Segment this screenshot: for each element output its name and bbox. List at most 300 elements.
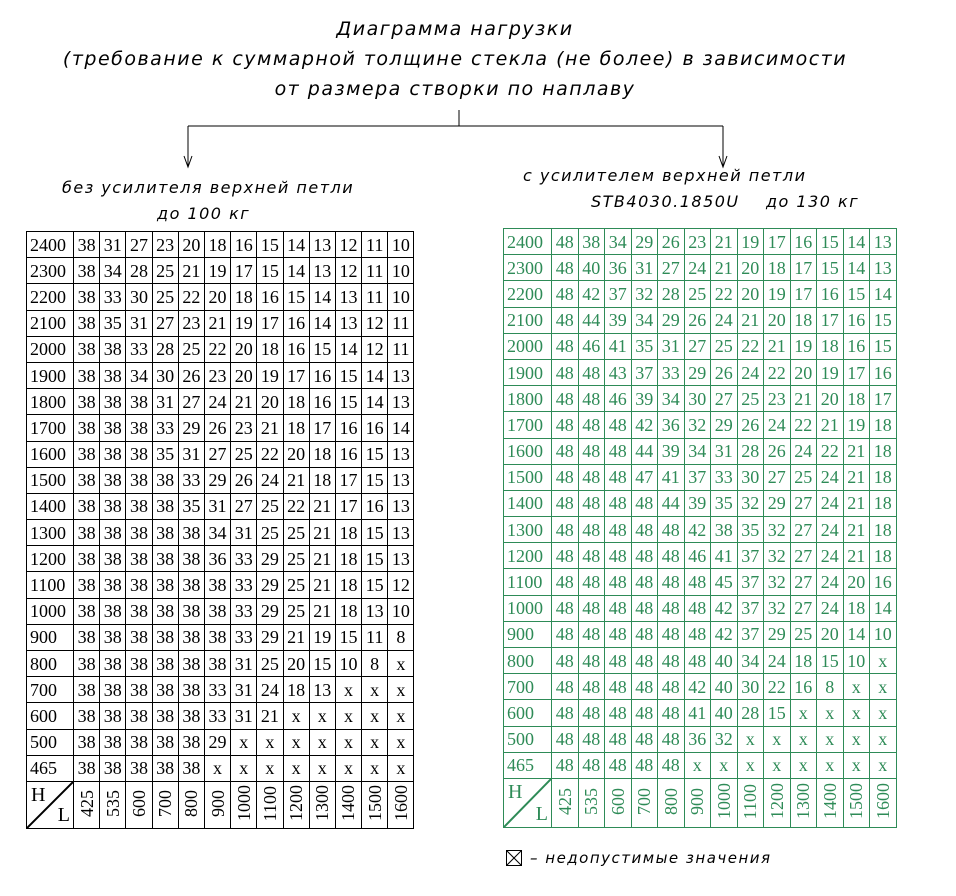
row-height-label: 700 bbox=[504, 674, 552, 700]
cell-value: 27 bbox=[231, 493, 257, 519]
cell-value: 48 bbox=[552, 438, 579, 464]
cell-invalid: x bbox=[817, 726, 844, 752]
cell-invalid: x bbox=[335, 729, 361, 755]
cell-value: 13 bbox=[388, 467, 414, 493]
cell-value: 32 bbox=[764, 517, 791, 543]
cell-value: 28 bbox=[126, 258, 152, 284]
cell-value: 48 bbox=[578, 621, 605, 647]
row-height-label: 1600 bbox=[27, 441, 74, 467]
cell-value: 18 bbox=[335, 598, 361, 624]
cell-value: 38 bbox=[100, 493, 126, 519]
column-width-text: 425 bbox=[76, 789, 97, 817]
cell-value: 20 bbox=[204, 284, 230, 310]
cell-value: 48 bbox=[552, 621, 579, 647]
row-height-label: 465 bbox=[27, 755, 74, 781]
cell-value: 38 bbox=[100, 677, 126, 703]
cell-value: 48 bbox=[552, 674, 579, 700]
column-width-text: 535 bbox=[102, 789, 123, 817]
cell-value: 26 bbox=[178, 362, 204, 388]
legend-crossed-box-icon bbox=[506, 850, 522, 866]
cell-value: 29 bbox=[257, 624, 283, 650]
column-width-text: 700 bbox=[155, 789, 176, 817]
cell-value: 48 bbox=[658, 595, 685, 621]
cell-invalid: x bbox=[309, 755, 335, 781]
cell-value: 14 bbox=[870, 595, 897, 621]
legend-text: – недопустимые значения bbox=[530, 849, 772, 867]
cell-value: 38 bbox=[126, 729, 152, 755]
cell-value: 48 bbox=[552, 464, 579, 490]
table-row bbox=[27, 520, 414, 546]
cell-value: 16 bbox=[843, 307, 870, 333]
cell-value: 15 bbox=[257, 258, 283, 284]
cell-value: 24 bbox=[817, 569, 844, 595]
column-width-text: 900 bbox=[687, 787, 708, 815]
table-row bbox=[504, 648, 897, 674]
diagram-subtitle-line1: (требование к суммарной толщине стекла (не более) в зависимости bbox=[62, 48, 848, 70]
cell-value: 20 bbox=[737, 281, 764, 307]
table-row bbox=[27, 677, 414, 703]
row-height-label: 2000 bbox=[27, 336, 74, 362]
cell-invalid: x bbox=[335, 755, 361, 781]
cell-value: 16 bbox=[257, 284, 283, 310]
cell-invalid: x bbox=[388, 677, 414, 703]
cell-value: 31 bbox=[631, 255, 658, 281]
cell-value: 29 bbox=[631, 229, 658, 255]
column-width-label bbox=[843, 778, 870, 827]
cell-value: 38 bbox=[126, 703, 152, 729]
table-row bbox=[504, 700, 897, 726]
cell-value: 29 bbox=[204, 729, 230, 755]
cell-value: 38 bbox=[178, 546, 204, 572]
cell-value: 26 bbox=[658, 229, 685, 255]
table-row bbox=[504, 229, 897, 255]
row-height-label: 2400 bbox=[504, 229, 552, 255]
cell-value: 18 bbox=[204, 232, 230, 258]
table-row bbox=[504, 464, 897, 490]
cell-value: 18 bbox=[309, 467, 335, 493]
cell-value: 23 bbox=[152, 232, 178, 258]
cell-value: 41 bbox=[605, 333, 632, 359]
cell-value: 38 bbox=[74, 572, 100, 598]
column-width-text: 425 bbox=[554, 787, 575, 815]
table-row bbox=[27, 310, 414, 336]
cell-value: 11 bbox=[362, 624, 388, 650]
cell-value: 28 bbox=[737, 700, 764, 726]
cell-invalid: x bbox=[309, 703, 335, 729]
cell-value: 46 bbox=[578, 333, 605, 359]
cell-value: 48 bbox=[658, 543, 685, 569]
cell-value: 47 bbox=[631, 464, 658, 490]
cell-value: 48 bbox=[578, 412, 605, 438]
cell-value: 17 bbox=[764, 229, 791, 255]
cell-value: 10 bbox=[335, 651, 361, 677]
cell-value: 11 bbox=[388, 310, 414, 336]
cell-value: 48 bbox=[658, 517, 685, 543]
cell-value: 38 bbox=[74, 520, 100, 546]
cell-value: 25 bbox=[283, 546, 309, 572]
cell-value: 38 bbox=[74, 598, 100, 624]
cell-value: 24 bbox=[817, 543, 844, 569]
cell-invalid: x bbox=[388, 755, 414, 781]
row-height-label: 2200 bbox=[504, 281, 552, 307]
cell-value: 48 bbox=[552, 726, 579, 752]
cell-value: 33 bbox=[204, 677, 230, 703]
column-width-text: 1400 bbox=[819, 783, 840, 820]
cell-value: 35 bbox=[711, 490, 738, 516]
row-height-label: 1200 bbox=[27, 546, 74, 572]
cell-value: 17 bbox=[335, 467, 361, 493]
column-width-label bbox=[178, 781, 204, 828]
cell-value: 19 bbox=[790, 333, 817, 359]
column-width-text: 1400 bbox=[338, 785, 359, 822]
column-width-label bbox=[684, 778, 711, 827]
cell-value: 48 bbox=[631, 543, 658, 569]
table-row bbox=[504, 255, 897, 281]
cell-value: 48 bbox=[552, 543, 579, 569]
cell-value: 29 bbox=[658, 307, 685, 333]
column-width-label bbox=[817, 778, 844, 827]
column-width-label bbox=[231, 781, 257, 828]
cell-invalid: x bbox=[870, 674, 897, 700]
cell-value: 24 bbox=[737, 359, 764, 385]
row-height-label: 1200 bbox=[504, 543, 552, 569]
cell-value: 23 bbox=[684, 229, 711, 255]
diagram-title: Диаграмма нагрузки bbox=[336, 18, 574, 40]
table-row bbox=[27, 467, 414, 493]
column-width-label bbox=[257, 781, 283, 828]
row-height-label: 2400 bbox=[27, 232, 74, 258]
cell-value: 29 bbox=[764, 621, 791, 647]
cell-value: 37 bbox=[684, 464, 711, 490]
table-row bbox=[504, 307, 897, 333]
cell-value: 12 bbox=[362, 310, 388, 336]
cell-value: 16 bbox=[817, 281, 844, 307]
cell-value: 33 bbox=[178, 467, 204, 493]
cell-value: 21 bbox=[790, 386, 817, 412]
cell-value: 35 bbox=[737, 517, 764, 543]
cell-value: 29 bbox=[257, 546, 283, 572]
cell-value: 21 bbox=[309, 598, 335, 624]
cell-value: 16 bbox=[870, 569, 897, 595]
cell-invalid: x bbox=[362, 755, 388, 781]
column-width-label bbox=[283, 781, 309, 828]
cell-value: 12 bbox=[388, 572, 414, 598]
cell-value: 21 bbox=[737, 307, 764, 333]
cell-value: 15 bbox=[362, 467, 388, 493]
cell-value: 30 bbox=[684, 386, 711, 412]
cell-invalid: x bbox=[335, 677, 361, 703]
cell-value: 37 bbox=[737, 621, 764, 647]
cell-value: 22 bbox=[283, 493, 309, 519]
cell-value: 16 bbox=[790, 674, 817, 700]
cell-value: 17 bbox=[870, 386, 897, 412]
cell-value: 29 bbox=[711, 412, 738, 438]
cell-value: 21 bbox=[843, 438, 870, 464]
cell-value: 17 bbox=[257, 310, 283, 336]
cell-value: 27 bbox=[204, 441, 230, 467]
cell-value: 48 bbox=[631, 490, 658, 516]
cell-value: 48 bbox=[578, 595, 605, 621]
row-height-label: 1300 bbox=[27, 520, 74, 546]
row-height-label: 2100 bbox=[504, 307, 552, 333]
cell-value: 27 bbox=[178, 389, 204, 415]
cell-value: 14 bbox=[843, 229, 870, 255]
cell-value: 38 bbox=[178, 572, 204, 598]
cell-value: 48 bbox=[605, 648, 632, 674]
cell-value: 38 bbox=[74, 415, 100, 441]
cell-value: 48 bbox=[578, 543, 605, 569]
cell-value: 44 bbox=[578, 307, 605, 333]
cell-value: 13 bbox=[309, 258, 335, 284]
cell-value: 27 bbox=[152, 310, 178, 336]
cell-value: 18 bbox=[870, 464, 897, 490]
table-row bbox=[504, 281, 897, 307]
cell-invalid: x bbox=[283, 703, 309, 729]
cell-value: 48 bbox=[631, 674, 658, 700]
cell-value: 17 bbox=[843, 359, 870, 385]
cell-value: 13 bbox=[388, 441, 414, 467]
cell-value: 38 bbox=[100, 467, 126, 493]
cell-value: 38 bbox=[178, 729, 204, 755]
cell-value: 8 bbox=[362, 651, 388, 677]
cell-value: 42 bbox=[631, 412, 658, 438]
cell-value: 48 bbox=[631, 648, 658, 674]
cell-value: 22 bbox=[204, 336, 230, 362]
cell-value: 39 bbox=[658, 438, 685, 464]
cell-value: 25 bbox=[257, 520, 283, 546]
row-height-label: 900 bbox=[27, 624, 74, 650]
cell-value: 15 bbox=[335, 362, 361, 388]
cell-value: 48 bbox=[658, 752, 685, 778]
cell-value: 15 bbox=[870, 307, 897, 333]
cell-value: 16 bbox=[309, 389, 335, 415]
cell-value: 48 bbox=[578, 674, 605, 700]
column-width-label bbox=[711, 778, 738, 827]
table-row bbox=[504, 726, 897, 752]
cell-value: 31 bbox=[204, 493, 230, 519]
cell-value: 37 bbox=[737, 543, 764, 569]
cell-value: 24 bbox=[764, 412, 791, 438]
cell-value: 31 bbox=[231, 520, 257, 546]
cell-invalid: x bbox=[843, 726, 870, 752]
cell-value: 35 bbox=[152, 441, 178, 467]
cell-value: 10 bbox=[843, 648, 870, 674]
cell-invalid: x bbox=[204, 755, 230, 781]
cell-value: 19 bbox=[257, 362, 283, 388]
cell-value: 34 bbox=[631, 307, 658, 333]
cell-value: 44 bbox=[631, 438, 658, 464]
cell-value: 34 bbox=[126, 362, 152, 388]
row-height-label: 800 bbox=[504, 648, 552, 674]
column-width-text: 1200 bbox=[286, 785, 307, 822]
cell-value: 26 bbox=[711, 359, 738, 385]
cell-value: 15 bbox=[764, 700, 791, 726]
cell-value: 12 bbox=[362, 336, 388, 362]
cell-value: 15 bbox=[870, 333, 897, 359]
cell-value: 29 bbox=[257, 598, 283, 624]
cell-value: 38 bbox=[126, 598, 152, 624]
cell-value: 25 bbox=[152, 284, 178, 310]
cell-value: 48 bbox=[552, 595, 579, 621]
column-width-text: 1100 bbox=[740, 783, 761, 820]
cell-invalid: x bbox=[684, 752, 711, 778]
cell-value: 21 bbox=[309, 546, 335, 572]
cell-value: 15 bbox=[257, 232, 283, 258]
cell-value: 27 bbox=[790, 543, 817, 569]
cell-value: 36 bbox=[684, 726, 711, 752]
cell-value: 38 bbox=[74, 232, 100, 258]
cell-invalid: x bbox=[870, 700, 897, 726]
cell-value: 48 bbox=[578, 490, 605, 516]
cell-value: 33 bbox=[204, 703, 230, 729]
cell-value: 24 bbox=[817, 595, 844, 621]
cell-value: 38 bbox=[74, 546, 100, 572]
cell-value: 48 bbox=[552, 359, 579, 385]
table-row bbox=[504, 386, 897, 412]
cell-value: 26 bbox=[684, 307, 711, 333]
row-height-label: 2100 bbox=[27, 310, 74, 336]
cell-value: 15 bbox=[335, 389, 361, 415]
row-height-label: 465 bbox=[504, 752, 552, 778]
cell-value: 44 bbox=[658, 490, 685, 516]
cell-value: 14 bbox=[870, 281, 897, 307]
row-height-label: 1400 bbox=[27, 493, 74, 519]
cell-value: 18 bbox=[257, 336, 283, 362]
column-width-label bbox=[388, 781, 414, 828]
cell-value: 22 bbox=[178, 284, 204, 310]
cell-value: 21 bbox=[843, 517, 870, 543]
cell-value: 27 bbox=[790, 517, 817, 543]
cell-value: 48 bbox=[552, 281, 579, 307]
table-row bbox=[504, 517, 897, 543]
cell-value: 25 bbox=[790, 464, 817, 490]
cell-value: 48 bbox=[552, 229, 579, 255]
cell-invalid: x bbox=[231, 755, 257, 781]
cell-value: 48 bbox=[578, 569, 605, 595]
cell-value: 48 bbox=[605, 595, 632, 621]
cell-value: 42 bbox=[578, 281, 605, 307]
cell-invalid: x bbox=[711, 752, 738, 778]
cell-value: 18 bbox=[790, 648, 817, 674]
cell-value: 26 bbox=[231, 467, 257, 493]
cell-value: 40 bbox=[578, 255, 605, 281]
cell-value: 48 bbox=[552, 307, 579, 333]
cell-value: 38 bbox=[178, 677, 204, 703]
cell-value: 35 bbox=[100, 310, 126, 336]
column-width-text: 1100 bbox=[259, 785, 280, 822]
cell-value: 22 bbox=[737, 333, 764, 359]
cell-value: 38 bbox=[100, 703, 126, 729]
cell-value: 34 bbox=[737, 648, 764, 674]
cell-value: 48 bbox=[631, 700, 658, 726]
cell-value: 25 bbox=[231, 441, 257, 467]
cell-value: 24 bbox=[790, 438, 817, 464]
cell-invalid: x bbox=[870, 752, 897, 778]
diagram-subtitle-line2: от размера створки по наплаву bbox=[274, 78, 636, 100]
cell-value: 11 bbox=[388, 336, 414, 362]
cell-value: 11 bbox=[362, 284, 388, 310]
cell-value: 38 bbox=[152, 651, 178, 677]
cell-value: 18 bbox=[283, 415, 309, 441]
cell-value: 48 bbox=[658, 700, 685, 726]
cell-value: 27 bbox=[764, 464, 791, 490]
table-row bbox=[504, 621, 897, 647]
table-row bbox=[504, 595, 897, 621]
cell-value: 16 bbox=[362, 493, 388, 519]
cell-value: 48 bbox=[552, 386, 579, 412]
table-row bbox=[27, 755, 414, 781]
cell-value: 38 bbox=[126, 624, 152, 650]
cell-value: 36 bbox=[204, 546, 230, 572]
cell-value: 30 bbox=[737, 464, 764, 490]
cell-value: 16 bbox=[870, 359, 897, 385]
table-row bbox=[504, 569, 897, 595]
table-row bbox=[504, 752, 897, 778]
cell-invalid: x bbox=[257, 729, 283, 755]
cell-value: 19 bbox=[764, 281, 791, 307]
cell-value: 14 bbox=[843, 255, 870, 281]
cell-value: 45 bbox=[711, 569, 738, 595]
right-caption-model: STB4030.1850U до 130 кг bbox=[591, 192, 860, 211]
cell-value: 20 bbox=[178, 232, 204, 258]
cell-value: 33 bbox=[711, 464, 738, 490]
cell-value: 38 bbox=[178, 651, 204, 677]
row-height-label: 1300 bbox=[504, 517, 552, 543]
bracket-arrows bbox=[0, 0, 956, 180]
cell-value: 26 bbox=[737, 412, 764, 438]
cell-value: 36 bbox=[605, 255, 632, 281]
cell-value: 38 bbox=[152, 703, 178, 729]
cell-value: 25 bbox=[711, 333, 738, 359]
column-width-text: 600 bbox=[128, 789, 149, 817]
row-height-label: 500 bbox=[27, 729, 74, 755]
cell-value: 41 bbox=[684, 700, 711, 726]
cell-invalid: x bbox=[790, 726, 817, 752]
cell-value: 24 bbox=[817, 464, 844, 490]
cell-value: 18 bbox=[870, 412, 897, 438]
cell-invalid: x bbox=[283, 755, 309, 781]
cell-value: 37 bbox=[737, 569, 764, 595]
cell-value: 21 bbox=[309, 572, 335, 598]
row-height-label: 2300 bbox=[27, 258, 74, 284]
cell-value: 8 bbox=[388, 624, 414, 650]
cell-value: 15 bbox=[362, 546, 388, 572]
cell-value: 32 bbox=[764, 543, 791, 569]
cell-value: 19 bbox=[817, 359, 844, 385]
table-row bbox=[27, 336, 414, 362]
cell-value: 31 bbox=[152, 389, 178, 415]
column-width-text: 1600 bbox=[872, 783, 893, 820]
table-row bbox=[27, 572, 414, 598]
cell-value: 37 bbox=[605, 281, 632, 307]
row-height-label: 1600 bbox=[504, 438, 552, 464]
cell-value: 48 bbox=[578, 517, 605, 543]
cell-value: 41 bbox=[658, 464, 685, 490]
axis-corner bbox=[504, 778, 552, 827]
column-width-text: 1300 bbox=[793, 783, 814, 820]
cell-value: 31 bbox=[126, 310, 152, 336]
cell-value: 14 bbox=[843, 621, 870, 647]
cell-value: 27 bbox=[658, 255, 685, 281]
cell-invalid: x bbox=[335, 703, 361, 729]
cell-value: 21 bbox=[231, 389, 257, 415]
cell-value: 31 bbox=[711, 438, 738, 464]
cell-value: 48 bbox=[552, 700, 579, 726]
column-width-label bbox=[362, 781, 388, 828]
cell-value: 21 bbox=[309, 520, 335, 546]
cell-value: 42 bbox=[684, 674, 711, 700]
cell-value: 18 bbox=[843, 386, 870, 412]
